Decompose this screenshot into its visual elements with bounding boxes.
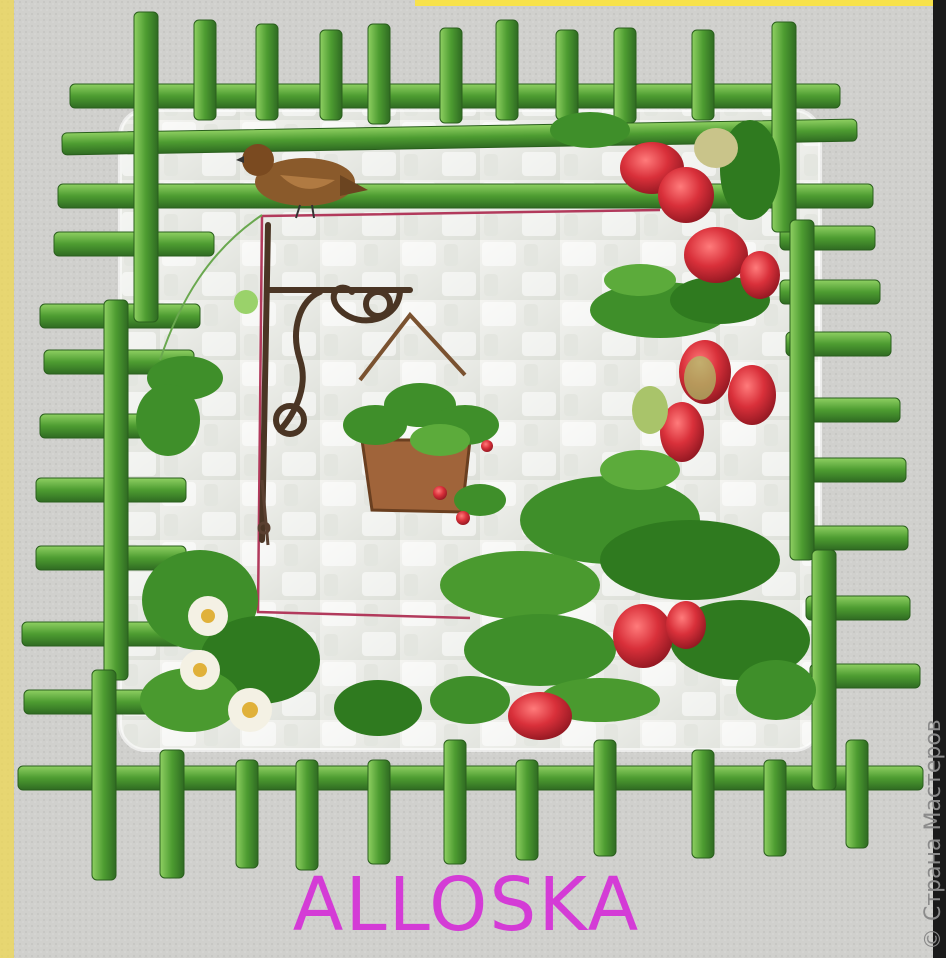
watermark-text: © Страна Мастеров [921,719,946,950]
watermark [897,0,946,958]
caption-alloska: ALLOSKA [292,862,641,948]
